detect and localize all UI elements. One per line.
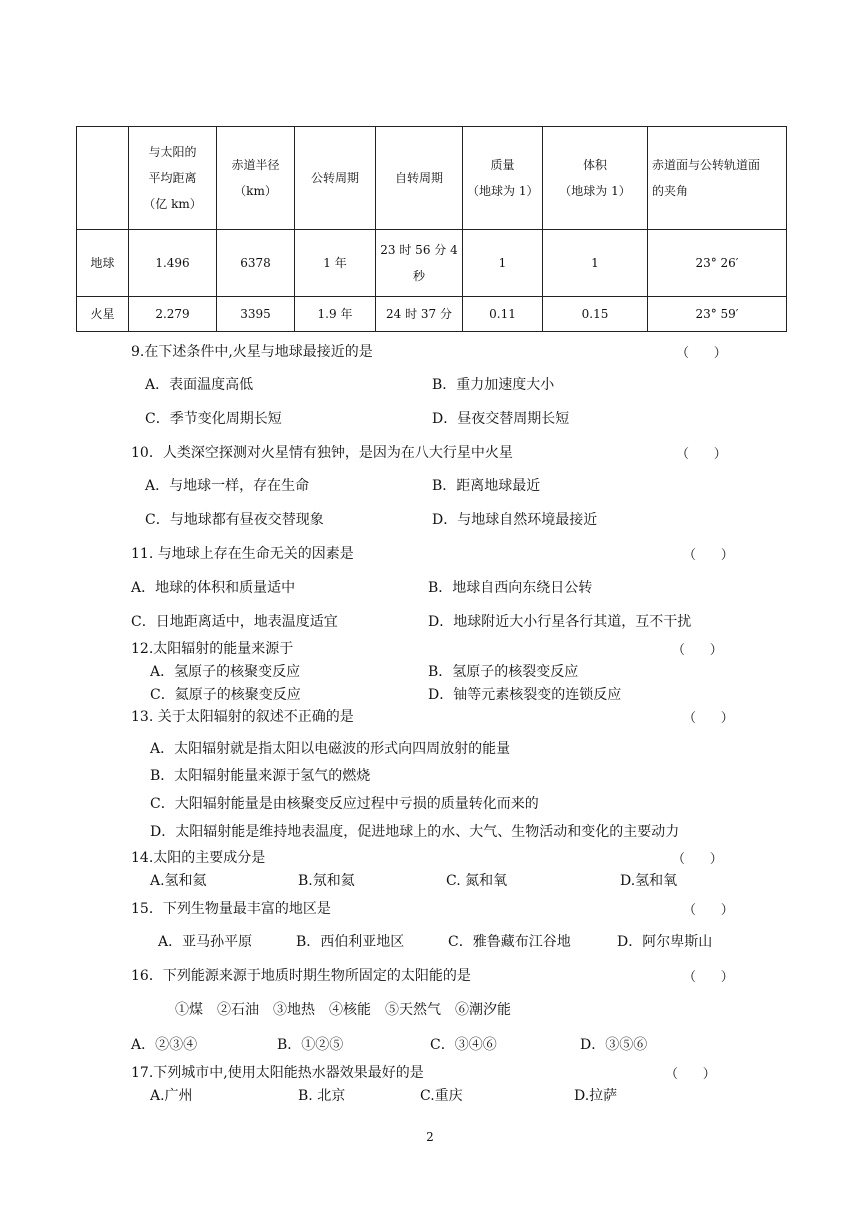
option: C．雅鲁藏布江谷地 — [448, 934, 571, 950]
option: D.拉萨 — [574, 1088, 618, 1104]
option: B．①②⑤ — [277, 1037, 344, 1053]
answer-blank: （ ） — [672, 852, 723, 867]
table-cell: 24 时 37 分 — [376, 297, 463, 332]
option: A．表面温度高低 — [145, 377, 254, 393]
option: C. 氮和氧 — [446, 873, 508, 889]
question-stem: 17.下列城市中,使用太阳能热水器效果最好的是 — [131, 1065, 424, 1081]
option: D．太阳辐射能是维持地表温度，促进地球上的水、大气、生物活动和变化的主要动力 — [150, 824, 680, 840]
energy-source-list: ①煤 ②石油 ③地热 ④核能 ⑤天然气 ⑥潮汐能 — [175, 1002, 511, 1018]
table-cell: 火星 — [77, 297, 129, 332]
option: D．地球附近大小行星各行其道，互不干扰 — [428, 614, 692, 630]
question-stem: 15．下列生物量最丰富的地区是 — [131, 901, 331, 917]
table-cell: 1 — [463, 230, 543, 297]
option: B．氢原子的核裂变反应 — [428, 664, 579, 680]
table-cell: 1 — [543, 230, 648, 297]
table-cell: 2.279 — [129, 297, 217, 332]
answer-blank: （ ） — [676, 447, 727, 462]
planet-comparison-table — [76, 126, 787, 332]
option: B．地球自西向东绕日公转 — [428, 580, 593, 596]
header-cell — [77, 127, 129, 230]
answer-blank: （ ） — [676, 346, 727, 361]
question-stem: 14.太阳的主要成分是 — [131, 850, 266, 866]
answer-blank: （ ） — [683, 548, 734, 563]
header-cell: 赤道半径 （km） — [217, 127, 295, 230]
option: A．与地球一样，存在生命 — [145, 478, 310, 494]
option: D．阿尔卑斯山 — [617, 934, 713, 950]
table-cell: 3395 — [217, 297, 295, 332]
option: C．氦原子的核聚变反应 — [150, 687, 301, 703]
option: A．亚马孙平原 — [158, 934, 253, 950]
option: A．②③④ — [131, 1037, 198, 1053]
option: A．氢原子的核聚变反应 — [150, 664, 301, 680]
header-cell: 质量 （地球为 1） — [463, 127, 543, 230]
option: B．距离地球最近 — [432, 478, 541, 494]
option: A.氢和氦 — [150, 873, 207, 889]
header-cell: 自转周期 — [376, 127, 463, 230]
header-cell: 赤道面与公转轨道面 的夹角 — [648, 127, 787, 230]
option: C．大阳辐射能量是由核聚变反应过程中亏损的质量转化而来的 — [150, 796, 539, 812]
option: A.广州 — [150, 1088, 193, 1104]
option: B．西伯利亚地区 — [296, 934, 405, 950]
option: C．日地距离适中，地表温度适宜 — [131, 614, 338, 630]
question-stem: 12.太阳辐射的能量来源于 — [131, 641, 294, 657]
option: B．重力加速度大小 — [432, 377, 555, 393]
answer-blank: （ ） — [683, 711, 734, 726]
table-header-row — [77, 127, 787, 230]
answer-blank: （ ） — [683, 903, 734, 918]
header-cell: 体积 （地球为 1） — [543, 127, 648, 230]
table-row — [77, 297, 787, 332]
option: D．昼夜交替周期长短 — [432, 411, 570, 427]
question-stem: 9.在下述条件中,火星与地球最接近的是 — [131, 344, 373, 360]
question-stem: 10．人类深空探测对火星情有独钟，是因为在八大行星中火星 — [131, 445, 513, 461]
table-cell: 23 时 56 分 4 秒 — [376, 230, 463, 297]
option: B.氖和氦 — [298, 873, 355, 889]
option: D.氢和氧 — [620, 873, 678, 889]
table-cell: 23° 59′ — [648, 297, 787, 332]
option: D．铀等元素核裂变的连锁反应 — [428, 687, 622, 703]
table-cell: 1.9 年 — [295, 297, 376, 332]
answer-blank: （ ） — [683, 970, 734, 985]
table-cell: 23° 26′ — [648, 230, 787, 297]
answer-blank: （ ） — [672, 643, 723, 658]
table-cell: 6378 — [217, 230, 295, 297]
table-cell: 0.11 — [463, 297, 543, 332]
question-stem: 11. 与地球上存在生命无关的因素是 — [131, 546, 354, 562]
option: D．与地球自然环境最接近 — [432, 512, 598, 528]
table-cell: 0.15 — [543, 297, 648, 332]
option: C.重庆 — [420, 1088, 463, 1104]
option: A．地球的体积和质量适中 — [131, 580, 296, 596]
option: C．③④⑥ — [430, 1037, 497, 1053]
option: C．与地球都有昼夜交替现象 — [145, 512, 324, 528]
header-cell: 公转周期 — [295, 127, 376, 230]
option: D．③⑤⑥ — [580, 1037, 648, 1053]
table-cell: 1.496 — [129, 230, 217, 297]
question-stem: 16．下列能源来源于地质时期生物所固定的太阳能的是 — [131, 968, 471, 984]
option: A．太阳辐射就是指太阳以电磁波的形式向四周放射的能量 — [150, 741, 511, 757]
table-cell: 地球 — [77, 230, 129, 297]
page-number: 2 — [426, 1130, 434, 1144]
question-stem: 13. 关于太阳辐射的叙述不正确的是 — [131, 709, 354, 725]
option: B. 北京 — [298, 1088, 346, 1104]
answer-blank: （ ） — [665, 1067, 716, 1082]
table-cell: 1 年 — [295, 230, 376, 297]
table-row — [77, 230, 787, 297]
option: C．季节变化周期长短 — [145, 411, 282, 427]
header-cell: 与太阳的 平均距离 （亿 km） — [129, 127, 217, 230]
option: B．太阳辐射能量来源于氢气的燃烧 — [150, 768, 371, 784]
